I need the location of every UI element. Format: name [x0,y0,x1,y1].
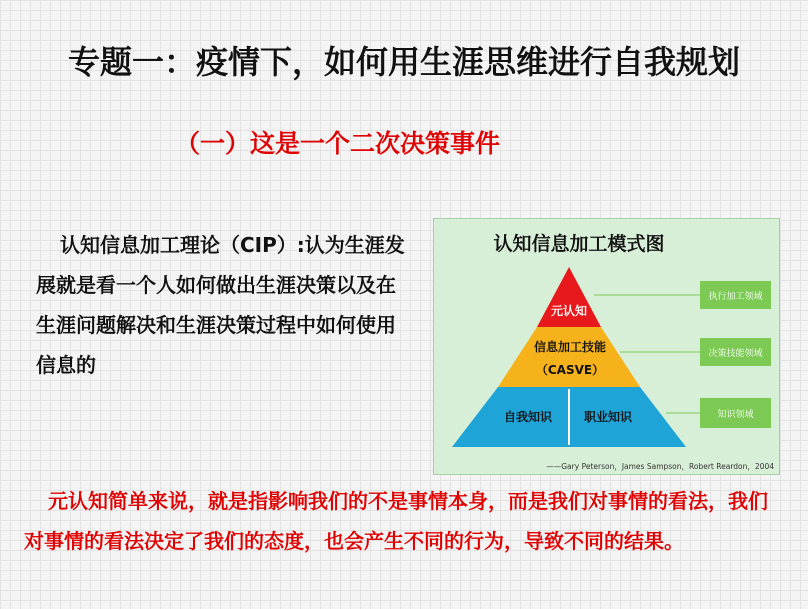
diagram-citation: ——Gary Peterson，James Sampson，Robert Reardon，2004 [546,462,774,471]
cip-diagram [433,218,780,475]
pyramid-top-label: 元认知 [550,304,588,318]
domain-label-bottom: 知识领域 [717,410,754,420]
cip-pyramid-svg [434,219,779,474]
cip-description: 认知信息加工理论（CIP）:认为生涯发展就是看一个人如何做出生涯决策以及在生涯问题解决和生涯决策过程中如何使用信息的 [36,233,405,377]
slide-title: 专题一：疫情下，如何用生涯思维进行自我规划 [67,43,740,81]
metacognition-explanation: 元认知简单来说，就是指影响我们的不是事情本身，而是我们对事情的看法，我们对事情的看法决定了我们的态度，也会产生不同的行为，导致不同的结果。 [24,489,768,553]
pyramid-middle-sublabel: （CASVE） [535,363,605,377]
pyramid-bottom-right-label: 职业知识 [583,410,633,424]
pyramid-bottom-left-label: 自我知识 [503,410,553,424]
section-subtitle: （一）这是一个二次决策事件 [175,129,501,158]
pyramid-middle-layer [498,327,640,387]
pyramid-middle-label: 信息加工技能 [533,340,607,354]
pyramid-top-layer [537,267,601,327]
domain-label-middle: 决策技能领域 [708,349,763,359]
domain-label-top: 执行加工领域 [708,292,763,302]
diagram-title: 认知信息加工模式图 [493,233,665,255]
